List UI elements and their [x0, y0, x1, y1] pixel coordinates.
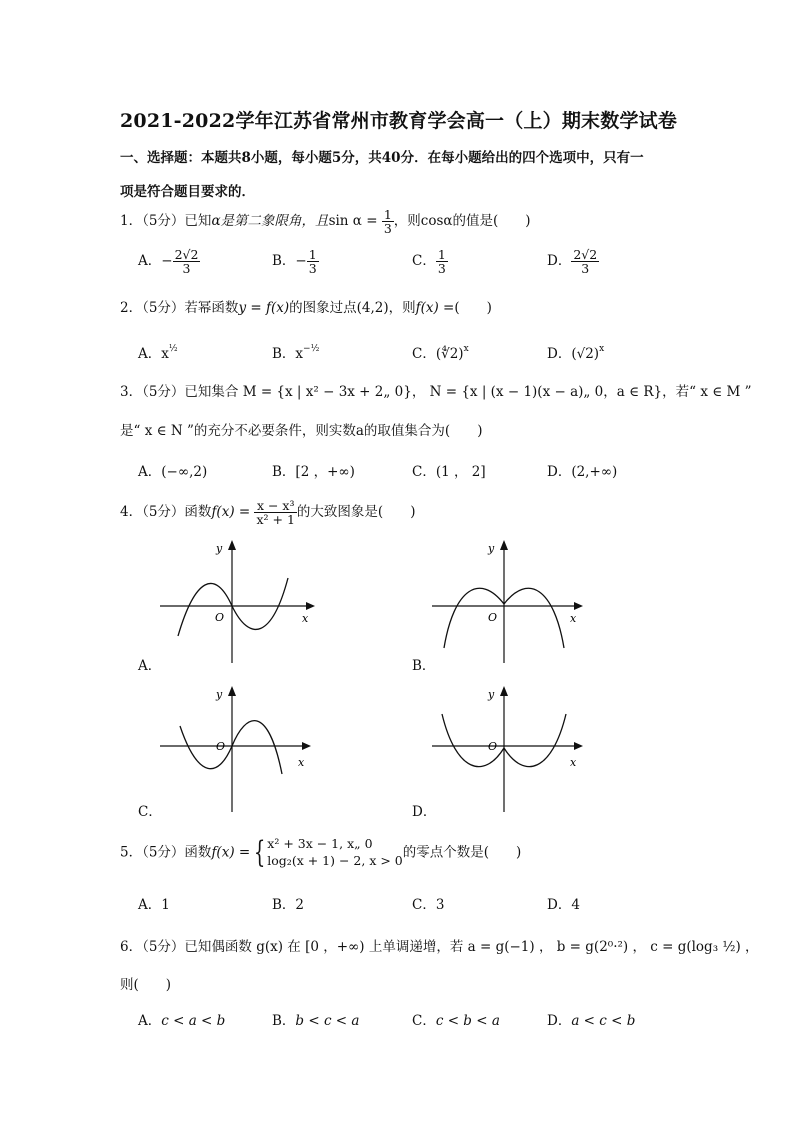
q6-option-c: C．c < b < a: [412, 1013, 500, 1029]
graph-c-origin: O: [216, 740, 226, 753]
q2-option-b: B．$x^{-\frac{1}{2}}$: [272, 344, 320, 362]
q1-suffix: ，则cosα的值是( ): [393, 213, 531, 230]
graph-b-x-label: x: [570, 612, 577, 625]
page-title: 2021-2022学年江苏省常州市教育学会高一（上）期末数学试卷: [120, 110, 678, 132]
question-6-line1: 6．（5分）已知偶函数 g(x) 在 [0 ，+∞) 上单调递增，若 a = g(−1) ， b = g(2⁰·²) ， c = g(log₃ ½) ，: [120, 939, 759, 955]
q1-fraction: $\frac{1}{3}$: [383, 207, 392, 237]
q5-option-d: D．4: [547, 897, 580, 913]
graph-a-label: A．: [138, 658, 162, 674]
graph-c-label: C．: [138, 804, 162, 820]
q1-mid: α是第二象限角，且: [211, 213, 329, 230]
graph-c-x-label: x: [298, 756, 305, 769]
question-6-line2: 则( ): [120, 977, 172, 993]
q5-case-1: x² + 3x − 1, x„ 0: [267, 836, 373, 851]
graph-a-origin: O: [215, 611, 225, 624]
graph-d-x-label: x: [570, 756, 577, 769]
q1-option-b: B．− $\frac{1}{3}$: [272, 247, 317, 277]
q6-option-a: A．c < a < b: [138, 1013, 226, 1029]
q3-option-b: B．[2 ，+∞): [272, 464, 355, 480]
q5-option-a: A．1: [138, 897, 170, 913]
q1-option-a: A．− $\frac{2√2}{3}$: [138, 247, 199, 277]
q5-option-c: C．3: [412, 897, 445, 913]
graph-b-y-label: y: [488, 542, 495, 555]
graph-d: [432, 684, 592, 814]
q1-option-d: D． $\frac{2√2}{3}$: [547, 247, 598, 277]
graph-b-label: B．: [412, 658, 436, 674]
section-heading-line1: 一、选择题：本题共8小题，每小题5分，共40分．在每小题给出的四个选项中，只有一: [120, 150, 644, 166]
q5-case-2: log₂(x + 1) − 2, x > 0: [267, 852, 403, 868]
q6-option-b: B．b < c < a: [272, 1013, 360, 1029]
section-heading-line2: 项是符合题目要求的．: [120, 184, 255, 200]
q1-option-c: C． $\frac{1}{3}$: [412, 247, 446, 277]
graph-d-y-label: y: [488, 688, 495, 701]
q2-option-a: A．$x^{\frac{1}{2}}$: [138, 344, 178, 362]
graph-a-y-label: y: [216, 542, 223, 555]
graph-d-origin: O: [488, 740, 498, 753]
q3-option-d: D．(2,+∞): [547, 464, 618, 480]
q5-option-b: B．2: [272, 897, 305, 913]
graph-c: [160, 684, 320, 814]
q1-sin: sin α =: [328, 213, 378, 230]
question-1: [120, 208, 531, 235]
q6-option-d: D．a < c < b: [547, 1013, 636, 1029]
q3-option-c: C．(1 ， 2]: [412, 464, 486, 480]
q3-option-a: A．(−∞,2): [138, 464, 208, 480]
question-3-line1: 3．（5分）已知集合 M = {x | x² − 3x + 2„ 0}， N = {x | (x − 1)(x − a)„ 0，a ∈ R}，若“ x ∈ M ”: [120, 384, 752, 400]
question-3-line2: 是“ x ∈ N ”的充分不必要条件，则实数a的取值集合为( ): [120, 423, 483, 439]
q2-option-d: D．$(√2)^x$: [547, 344, 605, 362]
question-4: 4．（5分）函数f(x) = $\frac{\text{x − x³}}{\text{x² + 1}}$ 的大致图象是( ): [120, 498, 416, 528]
question-5: 5．（5分）函数f(x) = { x² + 3x − 1, x„ 0 log₂(x + 1) − 2, x > 0 的零点个数是( ): [120, 834, 522, 870]
graph-b-origin: O: [488, 611, 498, 624]
q1-prefix: 1．（5分）已知: [120, 213, 212, 230]
q2-option-c: C．(∜2)$^x$: [412, 344, 469, 362]
graph-b: [432, 538, 592, 668]
graph-d-label: D．: [412, 804, 437, 820]
graph-c-y-label: y: [216, 688, 223, 701]
question-2: 2．（5分）若幂函数y = f(x)的图象过点(4,2)，则f(x) =( ): [120, 300, 492, 316]
graph-a-x-label: x: [302, 612, 309, 625]
graph-a: [160, 538, 320, 668]
